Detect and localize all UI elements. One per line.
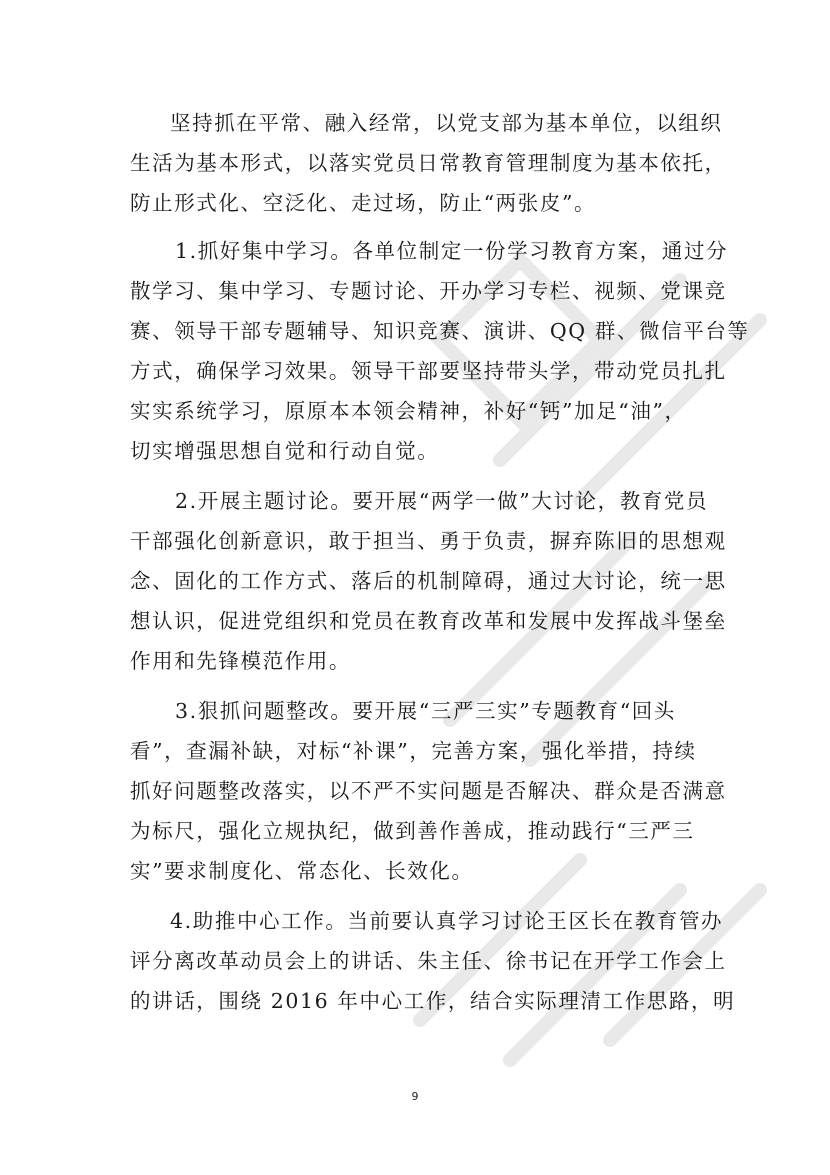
text-line: 抓好问题整改落实，以不严不实问题是否解决、群众是否满意: [130, 779, 727, 803]
paragraph-intro: [130, 103, 727, 223]
text-line: 1.抓好集中学习。各单位制定一份学习教育方案，通过分: [175, 239, 729, 263]
paragraph-3: [130, 691, 727, 891]
text-line: 为标尺，强化立规执纪，做到善作善成，推动践行“三严三: [130, 819, 695, 843]
body-text: [130, 103, 750, 1021]
text-line: 散学习、集中学习、专题讨论、开办学习专栏、视频、党课竞: [130, 279, 727, 303]
text-line: 念、固化的工作方式、落后的机制障碍，通过大讨论，统一思: [130, 569, 727, 593]
text-line: 实”要求制度化、常态化、长效化。: [130, 859, 474, 883]
text-line: 3.狠抓问题整改。要开展“三严三实”专题教育“回头: [175, 699, 676, 723]
text-line: 的讲话，围绕 2016 年中心工作，结合实际理清工作思路，明: [130, 989, 736, 1013]
text-line: 赛、领导干部专题辅导、知识竞赛、演讲、QQ 群、微信平台等: [130, 319, 750, 343]
text-line: 防止形式化、空泛化、走过场，防止“两张皮”。: [130, 191, 597, 215]
paragraph-1: [130, 231, 750, 471]
text-line: 2.开展主题讨论。要开展“两学一做”大讨论，教育党员: [175, 489, 709, 513]
text-line: 评分离改革动员会上的讲话、朱主任、徐书记在开学工作会上: [130, 949, 727, 973]
text-line: 方式，确保学习效果。领导干部要坚持带头学，带动党员扎扎: [130, 359, 727, 383]
text-line: 实实系统学习，原原本本领会精神，补好“钙”加足“油”，: [130, 399, 687, 423]
text-line: 干部强化创新意识，敢于担当、勇于负责，摒弃陈旧的思想观: [130, 529, 727, 553]
text-line: 作用和先锋模范作用。: [130, 649, 351, 673]
paragraph-4: [130, 901, 736, 1021]
text-line: 生活为基本形式，以落实党员日常教育管理制度为基本依托，: [130, 151, 727, 175]
text-line: 切实增强思想自觉和行动自觉。: [130, 439, 440, 463]
text-line: 看”，查漏补缺，对标“补课”，完善方案，强化举措，持续: [130, 739, 697, 763]
page-number: 9: [411, 1090, 419, 1103]
text-line: 想认识，促进党组织和党员在教育改革和发展中发挥战斗堡垒: [130, 609, 727, 633]
paragraph-2: [130, 481, 727, 681]
text-line: 4.助推中心工作。当前要认真学习讨论王区长在教育管办: [170, 909, 724, 933]
text-line: 坚持抓在平常、融入经常，以党支部为基本单位，以组织: [170, 111, 723, 135]
